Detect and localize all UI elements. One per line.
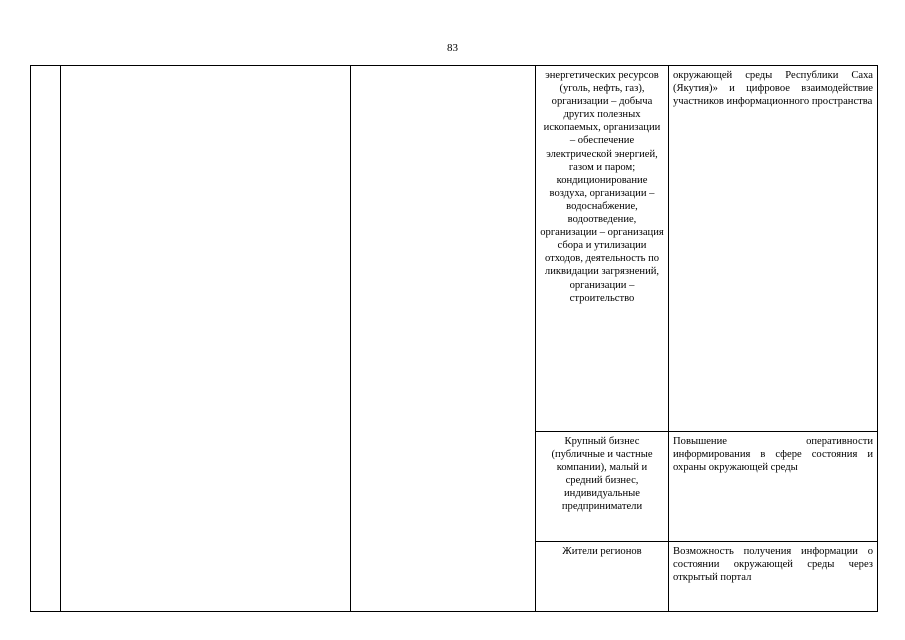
continuation-table — [30, 65, 878, 612]
page-number: 83 — [447, 42, 458, 54]
target-group-cell: Крупный бизнес (публичные и частные компании), малый и средний бизнес, индивидуальные предприниматели — [536, 432, 669, 542]
item-cell — [61, 66, 351, 612]
effect-cell: Возможность получения информации о состоянии окружающей среды через открытый портал — [669, 542, 878, 612]
description-cell — [351, 66, 536, 612]
target-group-cell: Жители регионов — [536, 542, 669, 612]
target-group-cell: энергетических ресурсов (уголь, нефть, газ), организации – добыча других полезных ископаемых, организации – обеспечение электрической энергией, газом и паром; кондиционирование воздуха, организации – водоснабжение, водоотведение, организации – организация сбора и утилизации отходов, деятельность по ликвидации загрязнений, организации – строительство — [536, 66, 669, 432]
effect-cell: окружающей среды Республики Саха (Якутия)» и цифровое взаимодействие участников информационного пространства — [669, 66, 878, 432]
number-cell — [31, 66, 61, 612]
table-row — [31, 66, 878, 432]
effect-cell: Повышение оперативности информирования в сфере состояния и охраны окружающей среды — [669, 432, 878, 542]
